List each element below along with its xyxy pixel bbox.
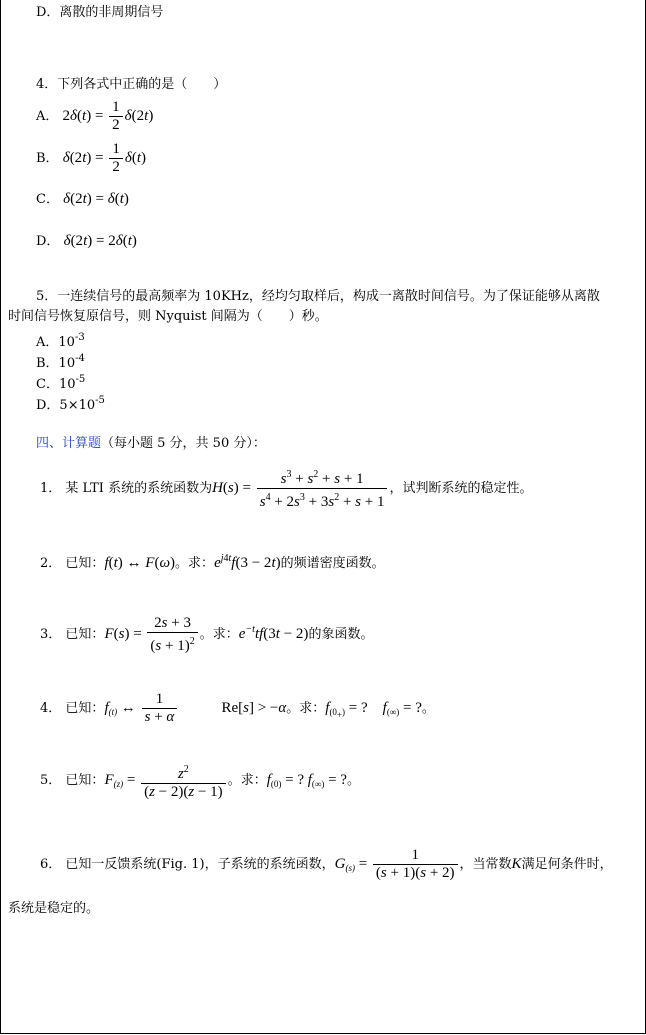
- q4-option-d: [36, 232, 137, 251]
- option-label: C．: [36, 192, 59, 207]
- q4-option-c: [36, 190, 129, 209]
- q4-option-b: [36, 140, 146, 177]
- section-title: 四、计算题: [36, 436, 102, 451]
- q4-stem: 4．下列各式中正确的是（ ）: [36, 77, 227, 92]
- q5-stem-line2: 时间信号恢复原信号，则 Nyquist 间隔为（ ）秒。: [8, 309, 328, 324]
- q4-b-formula: δ(2t) = $\frac{1}{2}$ δ(t): [62, 141, 146, 176]
- section-heading: [36, 435, 266, 453]
- q5-option-d: D．$5\times 10^{-5}$: [36, 395, 105, 413]
- c2-target: $e^{j4t}f(3 - 2t)$: [214, 553, 281, 571]
- q4-a-formula: 2δ(t) = $\frac{1}{2}$ δ(2t): [62, 99, 154, 134]
- c4-given: $f_{(t)}$ ↔ $\frac{1}{s + \alpha}$: [104, 700, 179, 716]
- c4-target: $f_{(0_+)}$ = ? $f_{(\infty)}$ = ?: [325, 700, 422, 720]
- q3-option-d: D．离散的非周期信号: [36, 5, 164, 20]
- q5-stem-line1: 5．一连续信号的最高频率为 10KHz，经均匀取样后，构成一离散时间信号。为了保证能够从离散: [36, 289, 600, 304]
- q5-option-b: B．$10^{-4}$: [36, 353, 85, 371]
- calc-q6-line2: 系统是稳定的。: [8, 901, 100, 916]
- c2-given: f(t) ↔ F(ω): [104, 555, 176, 571]
- q5-option-a: A．$10^{-3}$: [36, 332, 85, 350]
- option-label: D．: [36, 234, 60, 249]
- calc-q1: 1． 某 LTI 系统的系统函数为H(s) = $\frac{s^3 + s^2 + s + 1}{s^4 + 2s^3 + 3s^2 + s + 1}$ ，试判断系统的稳定性。: [40, 469, 533, 511]
- calc-q5: 5． 已知：$F_{(z)}$ = $\frac{z^2}{(z - 2)(z - 1)}$ 。求：$f_{(0)}$ = ? $f_{(\infty)}$ = ?。: [40, 763, 360, 800]
- c5-given: $F_{(z)}$ = $\frac{z^2}{(z - 2)(z - 1)}$: [104, 772, 227, 788]
- c3-given: F(s) = $\frac{2s + 3}{(s + 1)^2}$: [104, 626, 199, 642]
- c3-target: $e^{-t}tf(3t - 2)$: [238, 624, 309, 642]
- calc-q3: 3． 已知：F(s) = $\frac{2s + 3}{(s + 1)^2}$ 。求：$e^{-t}tf(3t - 2)$的象函数。: [40, 614, 374, 654]
- section-note: （每小题 5 分，共 50 分）：: [101, 436, 266, 451]
- option-label: B．: [36, 151, 59, 166]
- option-label: A．: [36, 109, 59, 124]
- c6-constant: K: [511, 856, 522, 872]
- c5-target: $f_{(0)}$ = ? $f_{(\infty)}$ = ?: [266, 772, 347, 789]
- q4-d-formula: δ(2t) = 2δ(t): [63, 233, 137, 249]
- c4-condition: Re[s] > −α: [221, 700, 287, 716]
- c6-given: $G_{(s)}$ = $\frac{1}{(s + 1)(s + 2)}$: [335, 856, 460, 872]
- q4-c-formula: δ(2t) = δ(t): [63, 191, 129, 207]
- q4-option-a: [36, 98, 153, 135]
- calc-q2: 2． 已知：f(t) ↔ F(ω)。求：$e^{j4t}f(3 - 2t)$的频谱密度函数。: [40, 553, 385, 571]
- c1-formula: H(s) = $\frac{s^3 + s^2 + s + 1}{s^4 + 2s^3 + 3s^2 + s + 1}$: [212, 480, 389, 496]
- calc-q6: 6． 已知一反馈系统(Fig. 1)，子系统的系统函数，$G_{(s)}$ = $\frac{1}{(s + 1)(s + 2)}$ ，当常数K满足何条件时，: [40, 847, 613, 882]
- q5-option-c: C．$10^{-5}$: [36, 374, 86, 392]
- calc-q4: 4． 已知：$f_{(t)}$ ↔ $\frac{1}{s + \alpha}$ Re[s] > −α。求：$f_{(0_+)}$ = ? $f_{(\infty)}$ = ?。: [40, 691, 435, 726]
